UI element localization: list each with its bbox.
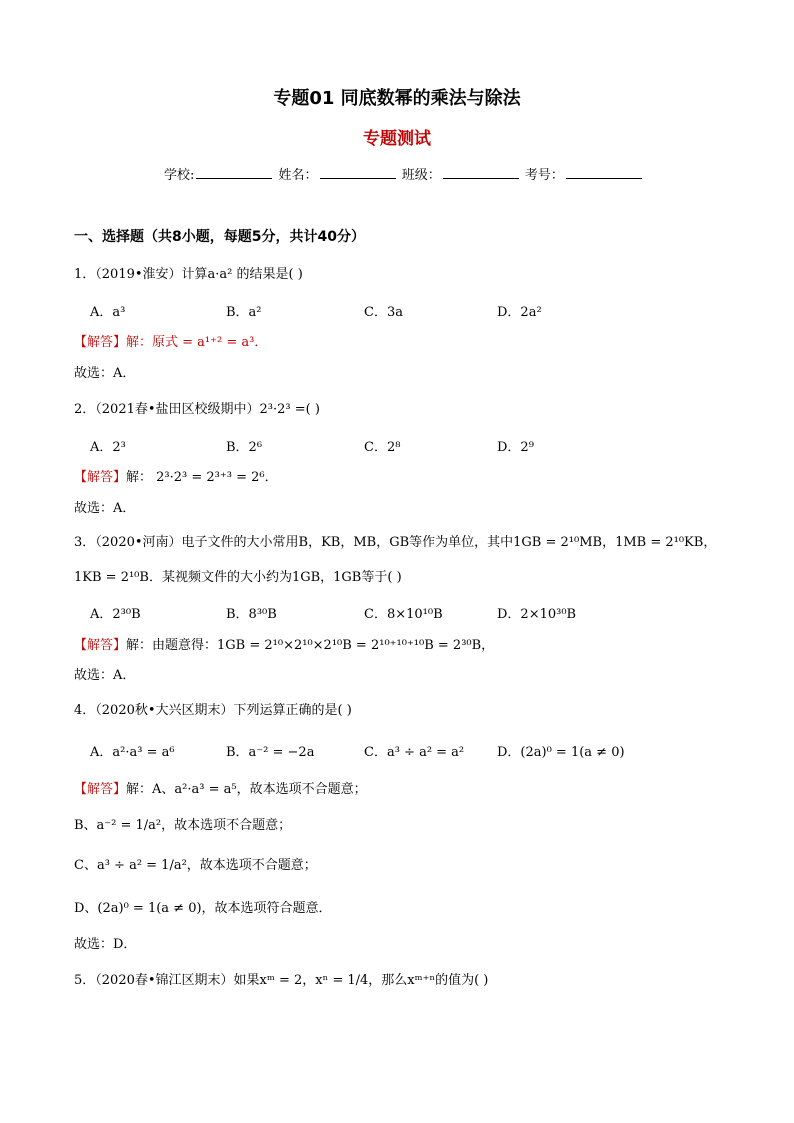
question-3-solution [74, 634, 494, 653]
question-2-choice: 故选：A． [74, 501, 136, 516]
student-info-line [164, 164, 644, 183]
question-4-option-d: D．(2a)⁰ = 1(a ≠ 0) [497, 745, 625, 760]
solution-text: 解：原式 = a¹⁺² = a³． [126, 335, 268, 350]
question-4-solution-line-3: C、a³ ÷ a² = 1/a²，故本选项不合题意； [74, 858, 317, 873]
question-3-option-b: B．8³⁰B [226, 607, 277, 622]
question-4-option-a: A．a²·a³ = a⁶ [90, 745, 175, 760]
question-1-option-a: A．a³ [90, 305, 126, 320]
question-3-option-c: C．8×10¹⁰B [364, 607, 443, 622]
question-4-choice: 故选：D． [74, 937, 137, 952]
solution-text: 解： 2³·2³ = 2³⁺³ = 2⁶． [126, 470, 278, 485]
school-blank [196, 166, 272, 179]
question-3-option-a: A．2³⁰B [90, 607, 141, 622]
question-2-solution [74, 466, 278, 485]
class-blank [443, 166, 519, 179]
answer-tag: 【解答】 [74, 638, 127, 653]
question-3-choice: 故选：A． [74, 668, 136, 683]
question-4-stem: 4．（2020秋•大兴区期末）下列运算正确的是( ) [74, 703, 352, 718]
answer-tag: 【解答】 [74, 470, 127, 485]
question-4-solution-line-4: D、(2a)⁰ = 1(a ≠ 0)，故本选项符合题意． [74, 901, 332, 916]
question-1-choice: 故选：A． [74, 366, 136, 381]
question-1-option-d: D．2a² [497, 305, 542, 320]
question-5-stem: 5．（2020春•锦江区期末）如果xᵐ = 2，xⁿ = 1/4，那么xᵐ⁺ⁿ的值为( ) [74, 973, 489, 988]
name-blank [320, 166, 396, 179]
question-2-option-b: B．2⁶ [226, 440, 263, 455]
solution-text: 解：由题意得：1GB = 2¹⁰×2¹⁰×2¹⁰B = 2¹⁰⁺¹⁰⁺¹⁰B = 2³⁰B， [126, 638, 495, 653]
exam-number-label: 考号： [524, 168, 564, 183]
school-label: 学校: [164, 168, 195, 183]
question-1-stem: 1．（2019•淮安）计算a·a² 的结果是( ) [74, 267, 303, 282]
question-2-option-a: A．2³ [90, 440, 126, 455]
answer-tag: 【解答】 [74, 335, 127, 350]
class-label: 班级： [401, 168, 441, 183]
question-1-option-c: C．3a [364, 305, 403, 320]
question-2-stem: 2．（2021春•盐田区校级期中）2³·2³ =( ) [74, 402, 320, 417]
question-3-option-d: D．2×10³⁰B [497, 607, 577, 622]
solution-text: 解：A、a²·a³ = a⁵，故本选项不合题意； [126, 782, 367, 797]
question-3-stem-cont: 1KB = 2¹⁰B．某视频文件的大小约为1GB，1GB等于( ) [74, 570, 402, 585]
name-label: 姓名： [278, 168, 318, 183]
section-heading: 一、选择题（共8小题，每题5分，共计40分） [74, 229, 365, 245]
question-4-option-b: B．a⁻² = −2a [226, 745, 315, 760]
question-4-solution-line-1 [74, 778, 367, 797]
question-1-solution [74, 331, 267, 350]
page-title: 专题01 同底数幂的乘法与除法 [273, 88, 521, 109]
question-4-option-c: C．a³ ÷ a² = a² [364, 745, 465, 760]
exam-number-blank [566, 166, 642, 179]
question-1-option-b: B．a² [226, 305, 262, 320]
question-3-stem: 3．（2020•河南）电子文件的大小常用B，KB，MB，GB等作为单位，其中1GB = 2¹⁰MB，1MB = 2¹⁰KB， [74, 535, 717, 550]
question-2-option-c: C．2⁸ [364, 440, 401, 455]
question-4-solution-line-2: B、a⁻² = 1/a²，故本选项不合题意； [74, 818, 292, 833]
page-subtitle: 专题测试 [363, 129, 431, 149]
answer-tag: 【解答】 [74, 782, 127, 797]
question-2-option-d: D．2⁹ [497, 440, 534, 455]
